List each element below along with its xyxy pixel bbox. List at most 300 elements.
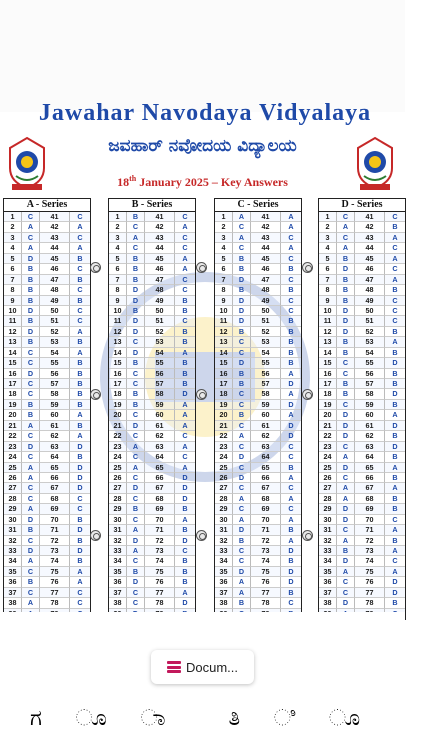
answer-row — [215, 588, 301, 598]
question-number: 55 — [40, 358, 70, 368]
answer-key: B — [22, 285, 40, 295]
question-number: 68 — [355, 494, 385, 504]
answer-key: B — [127, 567, 145, 577]
answer-key: C — [385, 556, 405, 566]
question-number: 32 — [109, 536, 127, 546]
question-number: 74 — [355, 556, 385, 566]
answer-row — [109, 233, 195, 243]
answer-row — [215, 598, 301, 608]
answer-row — [4, 431, 90, 441]
question-number: 32 — [319, 536, 337, 546]
answer-key: A — [233, 515, 251, 525]
answer-key: B — [385, 452, 405, 462]
question-number: 45 — [355, 254, 385, 264]
answer-key: A — [337, 243, 355, 253]
answer-row — [319, 337, 405, 347]
answer-key: B — [281, 327, 301, 337]
answer-key: A — [175, 400, 195, 410]
punch-hole-icon — [196, 530, 207, 541]
answer-row — [4, 473, 90, 483]
answer-key: B — [281, 463, 301, 473]
answer-row — [109, 452, 195, 462]
answer-key: B — [385, 400, 405, 410]
answer-row — [4, 254, 90, 264]
answer-row — [4, 400, 90, 410]
question-number: 48 — [355, 285, 385, 295]
question-number: 33 — [215, 546, 233, 556]
question-number: 47 — [145, 275, 175, 285]
answer-key: A — [385, 254, 405, 264]
answer-key: A — [175, 264, 195, 274]
question-number: 19 — [4, 400, 22, 410]
answer-key: C — [281, 442, 301, 452]
question-number: 6 — [215, 264, 233, 274]
question-number: 42 — [40, 222, 70, 232]
answer-row — [319, 525, 405, 535]
question-number: 60 — [145, 410, 175, 420]
answer-key: D — [233, 306, 251, 316]
answer-key: B — [281, 264, 301, 274]
answer-key: D — [337, 264, 355, 274]
answer-key: B — [127, 504, 145, 514]
question-number: 45 — [145, 254, 175, 264]
partial-caption: ಗ ೂ ಾ ತಿ ಿ ೂ — [30, 706, 389, 731]
question-number: 74 — [145, 556, 175, 566]
question-number: 73 — [355, 546, 385, 556]
question-number: 41 — [145, 212, 175, 222]
question-number: 45 — [40, 254, 70, 264]
answer-key: C — [233, 389, 251, 399]
question-number: 78 — [40, 598, 70, 608]
question-number: 76 — [145, 577, 175, 587]
question-number: 58 — [40, 389, 70, 399]
answer-key: B — [337, 285, 355, 295]
question-number: 24 — [4, 452, 22, 462]
answer-key: C — [337, 525, 355, 535]
question-number: 57 — [251, 379, 281, 389]
question-number: 2 — [4, 222, 22, 232]
answer-key: C — [385, 515, 405, 525]
answer-key: C — [281, 598, 301, 608]
question-number: 51 — [251, 316, 281, 326]
question-number: 11 — [109, 316, 127, 326]
question-number: 31 — [215, 525, 233, 535]
question-number: 12 — [4, 327, 22, 337]
question-number: 58 — [145, 389, 175, 399]
answer-key: B — [281, 316, 301, 326]
answer-row — [4, 264, 90, 274]
answer-row — [4, 389, 90, 399]
answer-row — [109, 254, 195, 264]
question-number: 14 — [319, 348, 337, 358]
answer-row — [319, 452, 405, 462]
question-number: 64 — [40, 452, 70, 462]
question-number: 42 — [355, 222, 385, 232]
question-number: 1 — [109, 212, 127, 222]
question-number: 30 — [319, 515, 337, 525]
answer-key: B — [127, 264, 145, 274]
question-number: 50 — [40, 306, 70, 316]
question-number: 67 — [251, 483, 281, 493]
answer-key: B — [385, 504, 405, 514]
question-number: 65 — [145, 463, 175, 473]
answer-key: C — [175, 243, 195, 253]
question-number: 15 — [4, 358, 22, 368]
answer-row — [215, 567, 301, 577]
punch-hole-icon — [302, 262, 313, 273]
answer-key: D — [385, 421, 405, 431]
answer-row — [215, 296, 301, 306]
answer-row — [215, 421, 301, 431]
answer-row — [319, 306, 405, 316]
question-number: 10 — [319, 306, 337, 316]
answer-key: A — [385, 275, 405, 285]
answer-key: B — [70, 379, 90, 389]
question-number: 38 — [215, 598, 233, 608]
answer-key: C — [70, 494, 90, 504]
question-number: 43 — [355, 233, 385, 243]
question-number: 11 — [4, 316, 22, 326]
answer-key: D — [337, 410, 355, 420]
answer-row — [4, 410, 90, 420]
answer-key: D — [22, 515, 40, 525]
question-number: 51 — [355, 316, 385, 326]
answer-row — [319, 442, 405, 452]
answer-row — [215, 222, 301, 232]
question-number: 66 — [40, 473, 70, 483]
question-number: 5 — [109, 254, 127, 264]
series-title: A - Series — [4, 199, 90, 212]
question-number: 24 — [215, 452, 233, 462]
answer-key: B — [22, 577, 40, 587]
answer-row — [319, 463, 405, 473]
answer-key: A — [385, 525, 405, 535]
question-number: 5 — [4, 254, 22, 264]
answer-row — [109, 389, 195, 399]
answer-key: C — [337, 358, 355, 368]
answer-key: C — [385, 296, 405, 306]
answer-row — [215, 243, 301, 253]
question-number: 9 — [319, 296, 337, 306]
answer-key: C — [175, 212, 195, 222]
question-number: 62 — [40, 431, 70, 441]
answer-row — [215, 400, 301, 410]
answer-key: B — [22, 316, 40, 326]
answer-key: D — [281, 379, 301, 389]
answer-row — [215, 306, 301, 316]
kannada-title: ಜವಹಾರ್ ನವೋದಯ ವಿದ್ಯಾಲಯ — [108, 136, 297, 156]
answer-key: C — [385, 306, 405, 316]
answer-row — [109, 504, 195, 514]
answer-key: C — [127, 598, 145, 608]
answer-key: B — [70, 254, 90, 264]
question-number: 29 — [319, 504, 337, 514]
question-number: 19 — [319, 400, 337, 410]
question-number: 16 — [4, 369, 22, 379]
question-number: 37 — [319, 588, 337, 598]
question-number: 34 — [319, 556, 337, 566]
question-number: 16 — [319, 369, 337, 379]
answer-key: B — [281, 358, 301, 368]
answer-key: C — [337, 442, 355, 452]
question-number: 63 — [355, 442, 385, 452]
answer-key: D — [70, 483, 90, 493]
answer-key: B — [233, 536, 251, 546]
answer-row — [4, 358, 90, 368]
answer-row — [215, 442, 301, 452]
answer-key-sheet — [0, 100, 405, 612]
answer-key: D — [337, 504, 355, 514]
question-number: 77 — [145, 588, 175, 598]
question-number: 78 — [145, 598, 175, 608]
answer-key: C — [385, 264, 405, 274]
answer-row — [109, 431, 195, 441]
question-number: 36 — [109, 577, 127, 587]
question-number: 70 — [251, 515, 281, 525]
question-number: 55 — [355, 358, 385, 368]
question-number: 15 — [319, 358, 337, 368]
answer-key: A — [385, 567, 405, 577]
question-number: 7 — [215, 275, 233, 285]
answer-key: D — [337, 515, 355, 525]
answer-row — [4, 233, 90, 243]
question-number: 20 — [4, 410, 22, 420]
punch-hole-icon — [196, 389, 207, 400]
question-number: 70 — [145, 515, 175, 525]
question-number: 43 — [251, 233, 281, 243]
answer-row — [215, 463, 301, 473]
answer-key: C — [127, 369, 145, 379]
answer-key: D — [22, 546, 40, 556]
question-number: 48 — [145, 285, 175, 295]
answer-key: B — [281, 588, 301, 598]
answer-key: C — [70, 504, 90, 514]
document-button[interactable] — [151, 650, 254, 684]
question-number: 55 — [145, 358, 175, 368]
question-number: 4 — [4, 243, 22, 253]
question-number: 67 — [355, 483, 385, 493]
answer-key: D — [175, 598, 195, 608]
question-number: 15 — [215, 358, 233, 368]
answer-row — [319, 389, 405, 399]
answer-key: A — [337, 494, 355, 504]
question-number: 50 — [145, 306, 175, 316]
answer-key: C — [337, 577, 355, 587]
question-number: 31 — [109, 525, 127, 535]
question-number: 73 — [40, 546, 70, 556]
answer-key: C — [175, 233, 195, 243]
answer-key: A — [281, 243, 301, 253]
answer-key: D — [281, 421, 301, 431]
answer-key: B — [233, 369, 251, 379]
answer-key: B — [281, 525, 301, 535]
question-number: 7 — [4, 275, 22, 285]
answer-key: C — [127, 222, 145, 232]
question-number: 77 — [251, 588, 281, 598]
answer-key: B — [22, 275, 40, 285]
answer-row — [109, 525, 195, 535]
answer-row — [319, 264, 405, 274]
answer-key: A — [127, 546, 145, 556]
answer-key: B — [175, 327, 195, 337]
answer-row — [319, 369, 405, 379]
answer-key: C — [281, 296, 301, 306]
question-number: 11 — [215, 316, 233, 326]
question-number: 47 — [355, 275, 385, 285]
answer-row — [319, 400, 405, 410]
question-number: 22 — [109, 431, 127, 441]
question-number: 56 — [355, 369, 385, 379]
answer-key: A — [337, 452, 355, 462]
answer-key: B — [175, 358, 195, 368]
question-number: 53 — [251, 337, 281, 347]
answer-key: C — [233, 222, 251, 232]
answer-row — [319, 567, 405, 577]
question-number: 70 — [40, 515, 70, 525]
question-number: 52 — [145, 327, 175, 337]
answer-key: A — [385, 410, 405, 420]
series-table-a — [3, 198, 91, 620]
question-number: 24 — [319, 452, 337, 462]
question-number: 26 — [319, 473, 337, 483]
answer-key: B — [70, 296, 90, 306]
question-number: 34 — [215, 556, 233, 566]
answer-row — [215, 536, 301, 546]
question-number: 32 — [215, 536, 233, 546]
question-number: 48 — [251, 285, 281, 295]
answer-key: C — [70, 306, 90, 316]
answer-row — [319, 546, 405, 556]
punch-hole-icon — [196, 262, 207, 273]
answer-key: D — [337, 598, 355, 608]
question-number: 18 — [215, 389, 233, 399]
answer-row — [4, 243, 90, 253]
answer-key: D — [175, 494, 195, 504]
question-number: 68 — [40, 494, 70, 504]
answer-key: C — [337, 400, 355, 410]
answer-row — [319, 285, 405, 295]
answer-row — [319, 577, 405, 587]
question-number: 47 — [251, 275, 281, 285]
answer-row — [215, 504, 301, 514]
answer-key: D — [22, 369, 40, 379]
series-table-b — [108, 198, 196, 620]
question-number: 72 — [251, 536, 281, 546]
question-number: 72 — [40, 536, 70, 546]
answer-row — [319, 504, 405, 514]
answer-row — [215, 546, 301, 556]
answer-key: C — [233, 421, 251, 431]
question-number: 45 — [251, 254, 281, 264]
answer-key: C — [233, 348, 251, 358]
question-number: 62 — [251, 431, 281, 441]
series-title: C - Series — [215, 199, 301, 212]
question-number: 30 — [4, 515, 22, 525]
question-number: 30 — [215, 515, 233, 525]
question-number: 54 — [145, 348, 175, 358]
answer-key: B — [22, 410, 40, 420]
answer-row — [109, 379, 195, 389]
question-number: 28 — [215, 494, 233, 504]
answer-key: D — [337, 463, 355, 473]
answer-key: D — [337, 306, 355, 316]
answer-key: D — [281, 567, 301, 577]
question-number: 38 — [109, 598, 127, 608]
answer-key: B — [22, 264, 40, 274]
question-number: 44 — [251, 243, 281, 253]
answer-key: D — [385, 577, 405, 587]
question-number: 43 — [145, 233, 175, 243]
answer-key: B — [127, 254, 145, 264]
question-number: 44 — [355, 243, 385, 253]
question-number: 19 — [109, 400, 127, 410]
answer-key: B — [337, 254, 355, 264]
answer-key: B — [70, 536, 90, 546]
answer-row — [109, 546, 195, 556]
answer-key: D — [22, 327, 40, 337]
answer-key: C — [233, 483, 251, 493]
answer-key: D — [337, 431, 355, 441]
answer-row — [215, 254, 301, 264]
question-number: 58 — [251, 389, 281, 399]
answer-row — [215, 556, 301, 566]
answer-key: A — [281, 212, 301, 222]
answer-key: C — [281, 483, 301, 493]
answer-key: A — [70, 410, 90, 420]
answer-row — [215, 577, 301, 587]
answer-row — [319, 410, 405, 420]
answer-row — [319, 275, 405, 285]
question-number: 75 — [145, 567, 175, 577]
answer-key: C — [70, 588, 90, 598]
answer-key: C — [175, 452, 195, 462]
answer-row — [109, 222, 195, 232]
answer-key: D — [175, 389, 195, 399]
answer-key: A — [70, 222, 90, 232]
answer-key: C — [337, 369, 355, 379]
answer-key: A — [233, 577, 251, 587]
answer-row — [4, 327, 90, 337]
question-number: 13 — [109, 337, 127, 347]
question-number: 17 — [109, 379, 127, 389]
answer-row — [4, 588, 90, 598]
answer-row — [215, 212, 301, 222]
answer-key: B — [127, 275, 145, 285]
answer-key: A — [233, 588, 251, 598]
question-number: 64 — [145, 452, 175, 462]
question-number: 78 — [251, 598, 281, 608]
answer-row — [109, 243, 195, 253]
answer-row — [4, 285, 90, 295]
question-number: 60 — [355, 410, 385, 420]
answer-key: D — [127, 348, 145, 358]
question-number: 18 — [319, 389, 337, 399]
question-number: 60 — [251, 410, 281, 420]
answer-key: C — [70, 316, 90, 326]
answer-key: C — [233, 442, 251, 452]
answer-key: A — [22, 421, 40, 431]
answer-key: D — [337, 556, 355, 566]
question-number: 31 — [4, 525, 22, 535]
answer-row — [4, 598, 90, 608]
answer-key: B — [385, 473, 405, 483]
answer-key: D — [233, 567, 251, 577]
answer-key: A — [70, 567, 90, 577]
answer-row — [215, 389, 301, 399]
question-number: 46 — [40, 264, 70, 274]
question-number: 12 — [215, 327, 233, 337]
question-number: 25 — [319, 463, 337, 473]
